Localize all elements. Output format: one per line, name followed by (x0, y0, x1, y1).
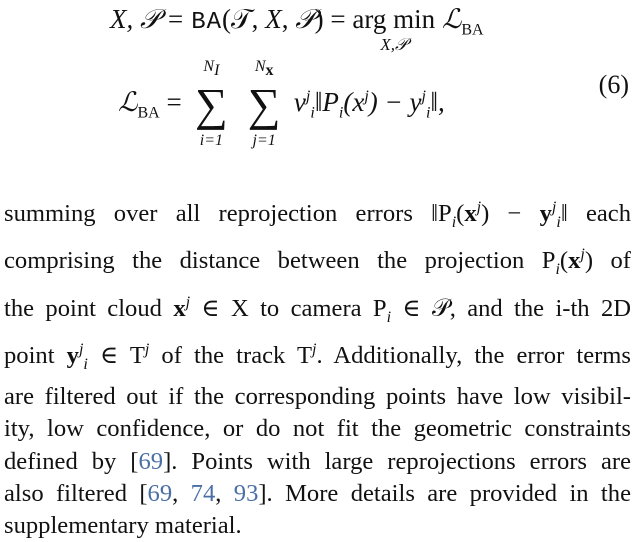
ba-args-close: ) (314, 4, 324, 34)
equation-line-ba-definition (110, 4, 630, 62)
visibility-term: $v^j_i$ (293, 87, 315, 122)
sum1-lower-limit: i=1 (199, 132, 224, 149)
eq-lhs: X, 𝒫 = (110, 4, 185, 34)
equation-number: (6) (598, 70, 629, 99)
argmin-subscript: X,𝒫 (380, 35, 408, 54)
paragraph-line-2: comprising the distance between the projection $P_i(x^j)$ of (4, 246, 632, 279)
sum-over-cameras (188, 58, 234, 149)
sum2-upper-limit: $N_x$ (254, 58, 274, 80)
loss-subscript-2: BA (137, 104, 160, 122)
sigma-symbol-2: ∑ (247, 79, 281, 130)
paragraph-line-3: the point cloud $x^j$ ∈ X to camera $P_i$ ∈ 𝒫, and the i-th 2D (4, 293, 632, 326)
citation-link-69[interactable]: 69 (138, 447, 164, 475)
paragraph-line-1: summing over all reprojection errors $‖P_i(x^j)$ − $y^j_i‖$ each (4, 199, 632, 232)
paragraph-line-8: also filtered [69, 74, 93]. More details are provided in the (4, 479, 631, 507)
loss-symbol-2: ℒ (118, 87, 138, 119)
projection-term: $‖P_i(x^j)$ − $y^j_i‖$, (314, 87, 445, 122)
paragraph-line-4: point $y^j_i$ ∈ $T^j$ of the track $T^j$. Additionally, the error terms (4, 340, 631, 373)
equation-line-loss-definition (118, 58, 538, 162)
loss-subscript: BA (461, 21, 484, 39)
sum-over-points (241, 58, 287, 149)
paragraph-line-9: supplementary material. (4, 512, 242, 539)
argmin-operator (352, 4, 436, 54)
sum2-lower-limit: j=1 (252, 132, 276, 149)
paragraph-line-6: ity, low confidence, or do not fit the geometric constraints (4, 415, 631, 443)
paragraph-line-5: are filtered out if the corresponding points have low visibil- (4, 383, 631, 411)
sum1-upper-limit: $N_I$ (203, 58, 220, 80)
citation-link-74[interactable]: 74 (190, 479, 216, 507)
citation-link-93[interactable]: 93 (233, 479, 259, 507)
p-hat: ^ 𝒫 (295, 4, 314, 36)
sigma-symbol-1: ∑ (195, 79, 228, 130)
ba-function-name: BA (191, 9, 222, 36)
arg-comma: , (281, 4, 289, 34)
citation-link-69b[interactable]: 69 (147, 479, 173, 507)
paragraph-line-7: defined by [69]. Points with large reprojections errors are (4, 447, 632, 475)
eq-equals: = (330, 4, 346, 34)
argmin-text: arg min (352, 4, 436, 34)
x-hat: ^ X (265, 4, 282, 35)
loss-symbol: ℒ (441, 4, 462, 35)
body-paragraph (4, 192, 631, 542)
eq2-equals: = (166, 87, 182, 118)
ba-args-open: (𝒯, (222, 4, 266, 34)
